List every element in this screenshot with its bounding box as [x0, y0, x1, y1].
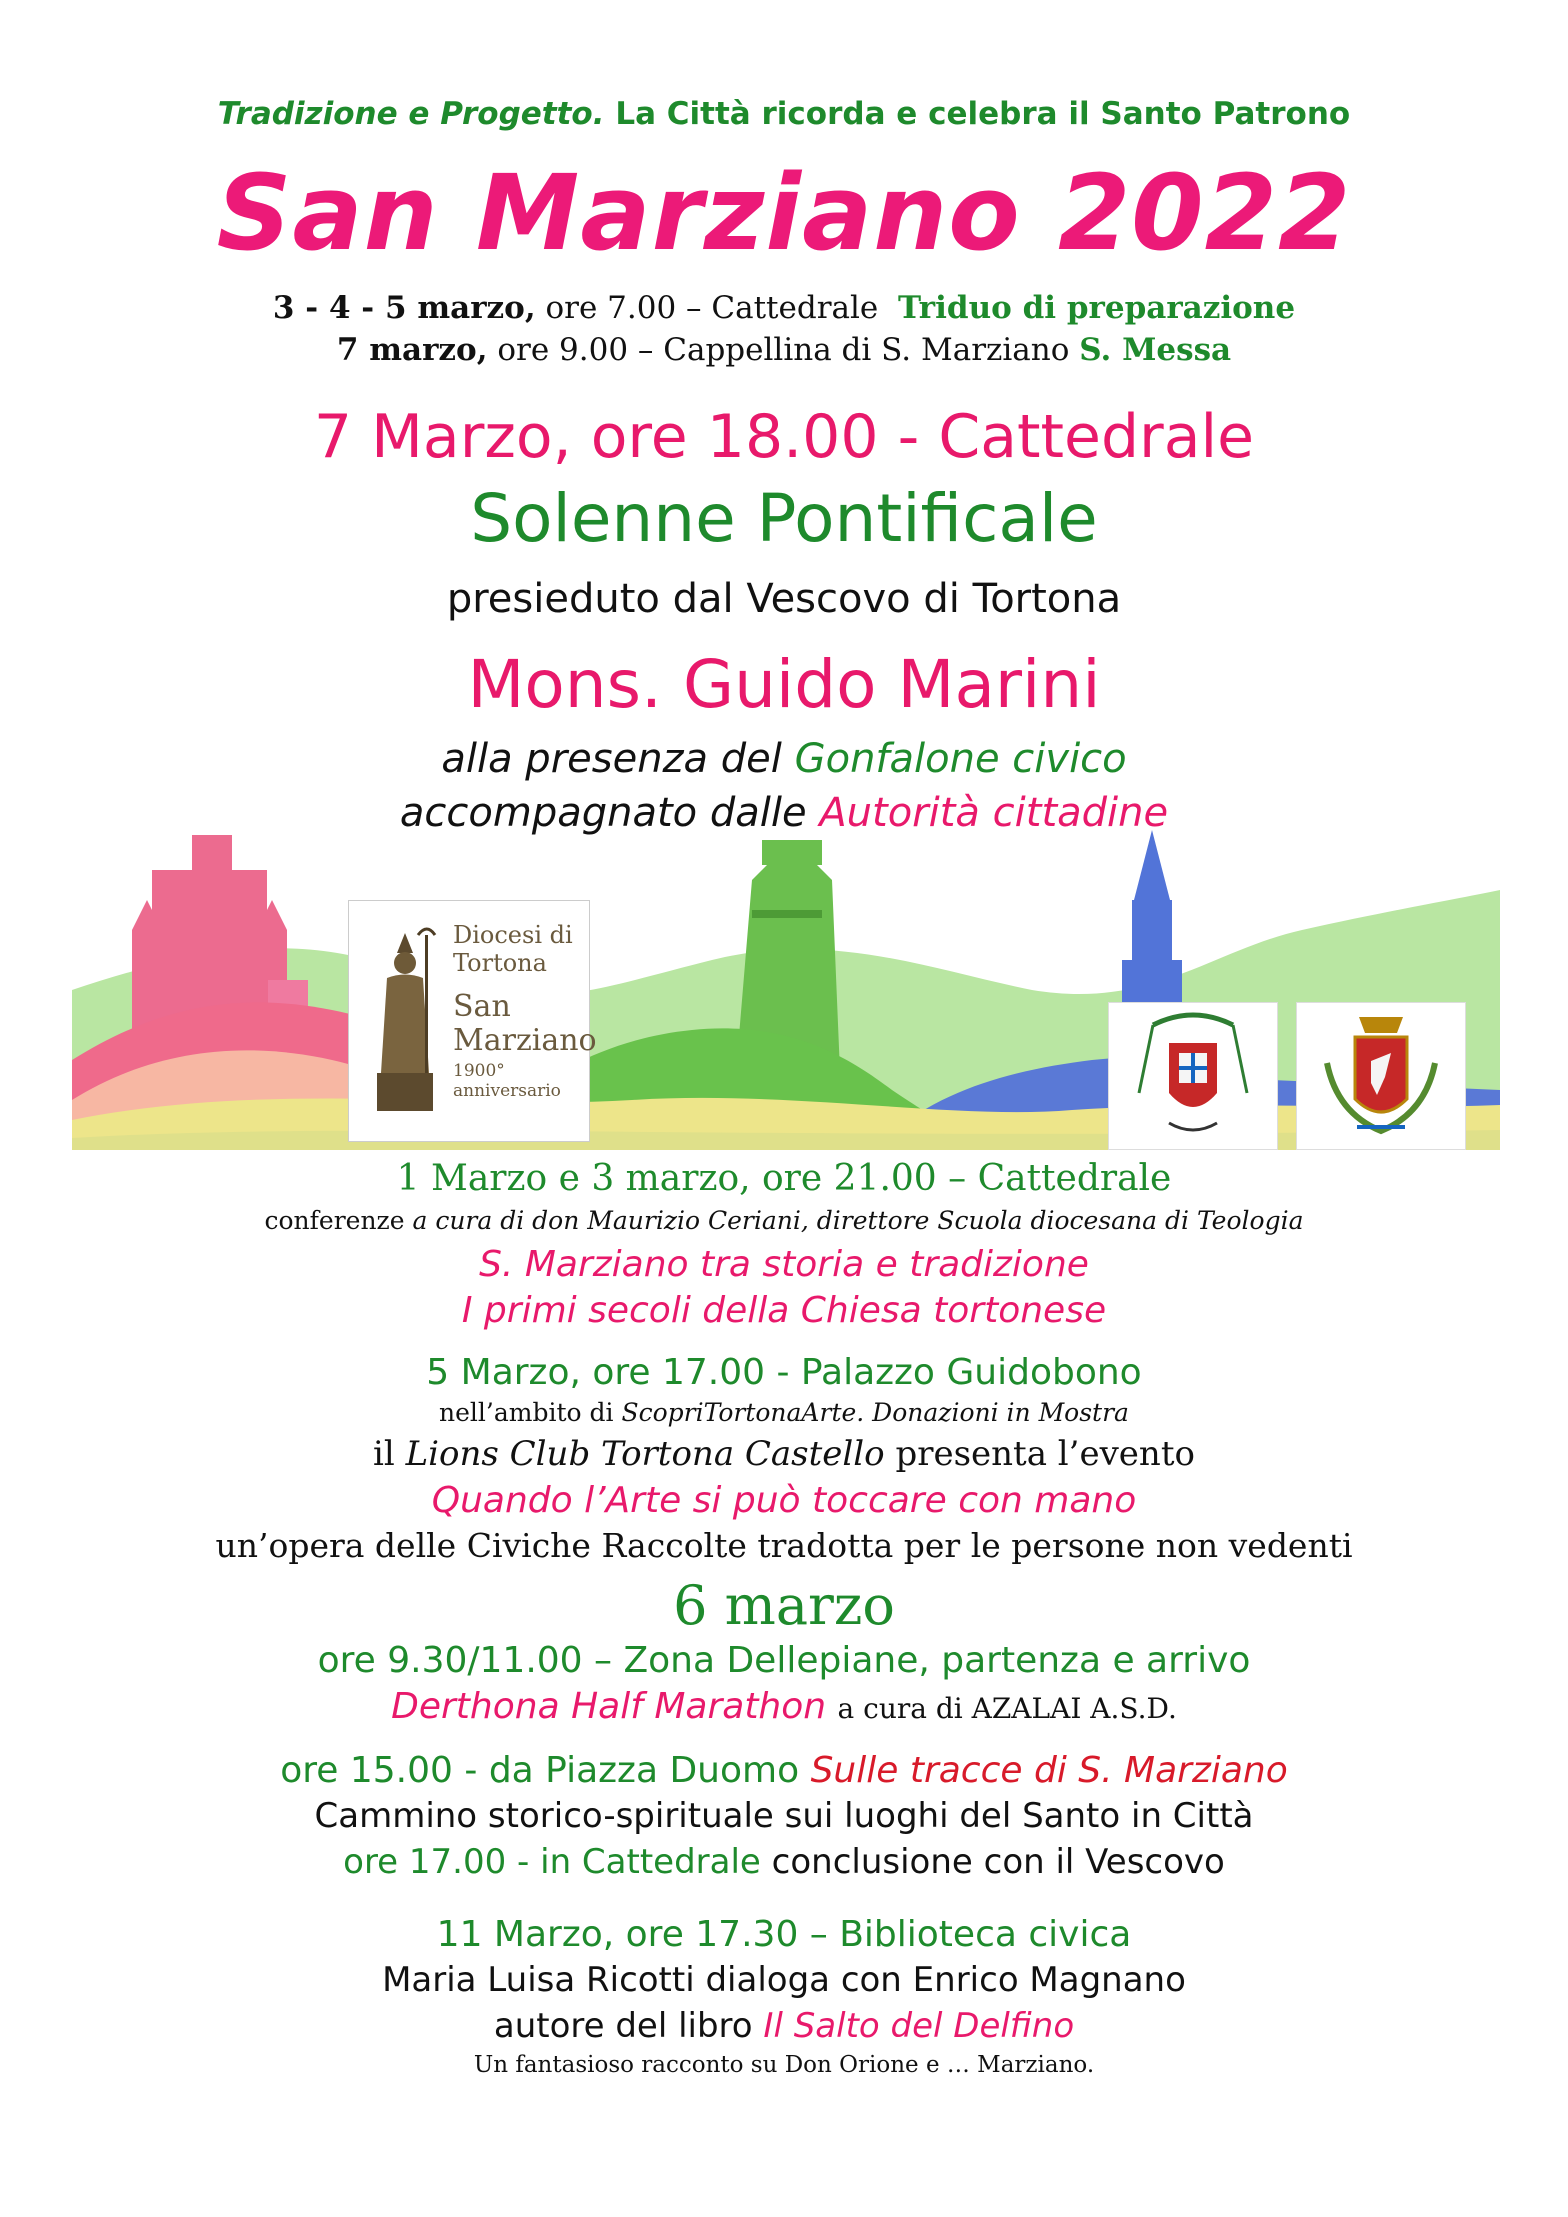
main-event-presided: presieduto dal Vescovo di Tortona	[446, 576, 1122, 622]
prep-date-1: 3 - 4 - 5 marzo,	[272, 290, 536, 326]
conferences-by-b: a cura di don Maurizio Ceriani, direttore Scuola diocesana di Teologia	[412, 1206, 1304, 1235]
tagline-part-b: La Città ricorda e celebra il Santo Patrono	[615, 96, 1351, 132]
end-when: ore 17.00 - in Cattedrale	[343, 1842, 761, 1882]
conferences-when: 1 Marzo e 3 marzo, ore 21.00 – Cattedrale	[396, 1158, 1172, 1199]
logo-line-5: 1900°	[453, 1061, 505, 1081]
tagline	[0, 96, 1568, 132]
accompanied-b: Autorità cittadine	[819, 790, 1169, 836]
art-context-a: nell’ambito di	[439, 1398, 614, 1427]
end-desc: conclusione con il Vescovo	[771, 1842, 1225, 1882]
presenter-b: Lions Club Tortona Castello	[405, 1434, 885, 1474]
presenter-c: presenta l’evento	[895, 1434, 1195, 1474]
saint-statue-icon	[363, 923, 447, 1123]
walk-line	[0, 1750, 1568, 1791]
logo-line-3: San	[453, 989, 511, 1024]
walk-when: ore 15.00 - da Piazza Duomo	[280, 1750, 800, 1791]
prep-event-2: S. Messa	[1079, 332, 1232, 368]
main-event-name: Solenne Pontificale	[470, 480, 1098, 557]
prep-place-2: ore 9.00 – Cappellina di S. Marziano	[487, 332, 1070, 368]
conference-topic-1: S. Marziano tra storia e tradizione	[479, 1244, 1089, 1285]
prep-place-1: ore 7.00 – Cattedrale	[535, 290, 879, 326]
marathon-name: Derthona Half Marathon	[391, 1686, 827, 1727]
conferences-by-a: conferenze	[264, 1206, 405, 1235]
prep-line-2	[0, 332, 1568, 368]
bishop-coat-of-arms-icon	[1109, 1003, 1277, 1149]
art-event-when: 5 Marzo, ore 17.00 - Palazzo Guidobono	[426, 1352, 1142, 1393]
presenter-a: il	[373, 1434, 395, 1474]
art-event-context	[0, 1398, 1568, 1427]
prep-date-2: 7 marzo,	[336, 332, 488, 368]
library-desc: Maria Luisa Ricotti dialoga con Enrico Magnano	[382, 1960, 1186, 2000]
marathon-line	[0, 1686, 1568, 1727]
city-crest	[1296, 1002, 1466, 1150]
main-event-when: 7 Marzo, ore 18.00 - Cattedrale	[313, 402, 1255, 472]
page-title: San Marziano 2022	[216, 152, 1352, 274]
logo-line-1: Diocesi di	[453, 921, 573, 949]
conferences-by	[0, 1206, 1568, 1235]
prep-line-1	[0, 290, 1568, 326]
library-when: 11 Marzo, ore 17.30 – Biblioteca civica	[436, 1914, 1132, 1955]
art-event-desc: un’opera delle Civiche Raccolte tradotta per le persone non vedenti	[215, 1526, 1353, 1565]
conference-topic-2: I primi secoli della Chiesa tortonese	[461, 1290, 1107, 1331]
logo-line-2: Tortona	[453, 949, 547, 977]
main-event-presence	[0, 736, 1568, 782]
library-author-line	[0, 2006, 1568, 2046]
logo-line-6: anniversario	[453, 1081, 561, 1101]
art-context-b: ScopriTortonaArte. Donazioni in Mostra	[621, 1398, 1129, 1427]
logo-line-4: Marziano	[453, 1023, 597, 1058]
bishop-crest	[1108, 1002, 1278, 1150]
diocese-logo	[348, 900, 597, 1142]
prep-event-1: Triduo di preparazione	[897, 290, 1296, 326]
accompanied-a: accompagnato dalle	[399, 790, 807, 836]
main-event-bishop: Mons. Guido Marini	[467, 646, 1101, 723]
tagline-part-a: Tradizione e Progetto.	[217, 96, 605, 132]
march6-heading: 6 marzo	[673, 1574, 895, 1637]
ground-strip	[72, 1130, 1500, 1150]
walk-name: Sulle tracce di S. Marziano	[810, 1750, 1288, 1791]
city-skyline-banner	[72, 820, 1500, 1150]
walk-desc: Cammino storico-spirituale sui luoghi del Santo in Città	[314, 1796, 1254, 1836]
library-author-a: autore del libro	[493, 2006, 753, 2046]
marathon-when: ore 9.30/11.00 – Zona Dellepiane, partenza e arrivo	[317, 1640, 1251, 1681]
marathon-by: a cura di AZALAI A.S.D.	[837, 1692, 1177, 1725]
library-note: Un fantasioso racconto su Don Orione e … Marziano.	[473, 2052, 1095, 2078]
presence-b: Gonfalone civico	[794, 736, 1127, 782]
art-event-title: Quando l’Arte si può toccare con mano	[431, 1480, 1137, 1521]
end-line	[0, 1842, 1568, 1882]
art-event-presenter	[0, 1434, 1568, 1474]
city-coat-of-arms-icon	[1297, 1003, 1465, 1149]
presence-a: alla presenza del	[441, 736, 782, 782]
library-book: Il Salto del Delfino	[763, 2006, 1075, 2046]
